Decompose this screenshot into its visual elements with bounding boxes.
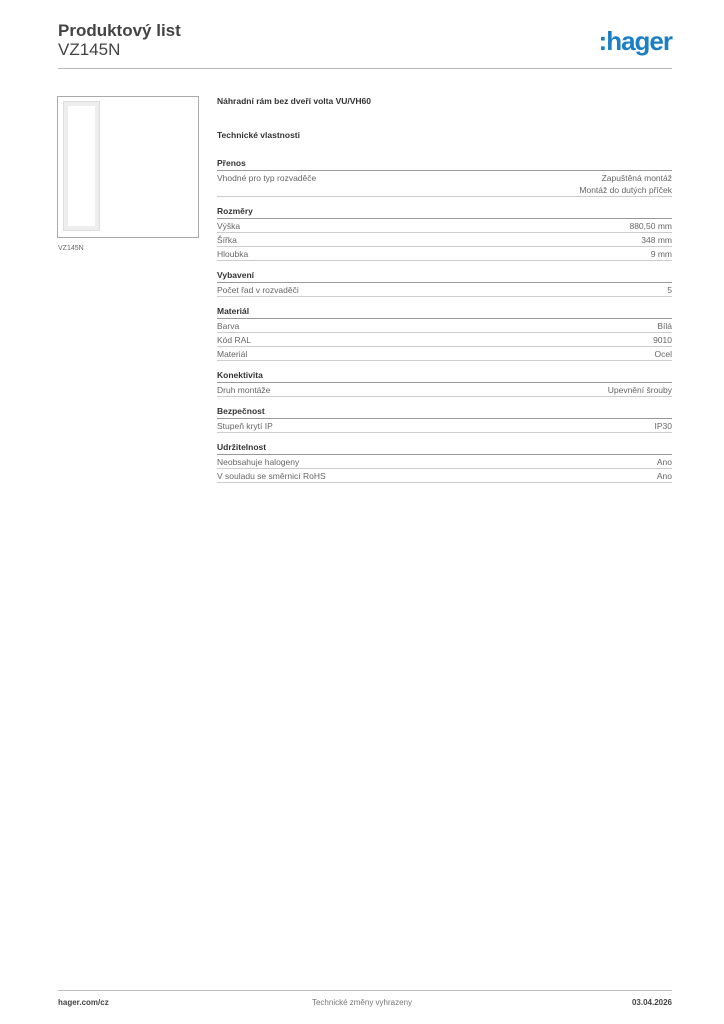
spec-value: Ano <box>656 471 672 481</box>
image-caption: VZ145N <box>58 245 84 252</box>
spec-value: 9 mm <box>650 249 672 259</box>
footer-website[interactable]: hager.com/cz <box>58 998 109 1007</box>
page-title: Produktový list <box>58 21 181 40</box>
spec-value: Zapuštěná montáž Montáž do dutých příček <box>579 173 672 195</box>
spec-label: V souladu se směrnicí RoHS <box>217 471 326 481</box>
spec-group <box>217 158 672 197</box>
spec-value: Ano <box>656 457 672 467</box>
spec-group <box>217 270 672 297</box>
spec-group <box>217 306 672 361</box>
spec-group <box>217 370 672 397</box>
spec-label: Šířka <box>217 235 237 245</box>
spec-groups <box>217 158 672 483</box>
product-image <box>57 96 199 238</box>
frame-picture <box>64 102 99 230</box>
spec-row <box>217 283 672 297</box>
spec-group <box>217 206 672 261</box>
group-title: Bezpečnost <box>217 406 672 419</box>
spec-label: Výška <box>217 221 241 231</box>
spec-label: Neobsahuje halogeny <box>217 457 300 467</box>
spec-label: Materiál <box>217 349 248 359</box>
spec-value: 5 <box>667 285 672 295</box>
spec-row <box>217 419 672 433</box>
group-title: Vybavení <box>217 270 672 283</box>
spec-value: Bílá <box>657 321 672 331</box>
spec-row <box>217 347 672 361</box>
spec-row <box>217 219 672 233</box>
spec-row <box>217 469 672 483</box>
group-title: Přenos <box>217 158 672 171</box>
group-title: Materiál <box>217 306 672 319</box>
hager-logo: :hager <box>598 26 672 56</box>
spec-value: 348 mm <box>641 235 672 245</box>
group-title: Rozměry <box>217 206 672 219</box>
spec-group <box>217 442 672 483</box>
group-title: Konektivita <box>217 370 672 383</box>
spec-value: Ocel <box>654 349 672 359</box>
spec-label: Hloubka <box>217 249 249 259</box>
spec-label: Počet řad v rozvaděči <box>217 285 299 295</box>
spec-row <box>217 247 672 261</box>
spec-row <box>217 233 672 247</box>
footer-date: 03.04.2026 <box>631 998 672 1007</box>
header-divider <box>58 68 672 69</box>
spec-content <box>217 96 672 492</box>
spec-row <box>217 383 672 397</box>
footer-note: Technické změny vyhrazeny <box>311 998 413 1007</box>
footer-divider <box>58 990 672 991</box>
spec-row <box>217 319 672 333</box>
spec-value: 880,50 mm <box>629 221 672 231</box>
spec-row <box>217 171 672 197</box>
spec-label: Stupeň krytí IP <box>217 421 273 431</box>
spec-label: Barva <box>217 321 240 331</box>
product-code: VZ145N <box>58 40 121 59</box>
spec-value: 9010 <box>653 335 672 345</box>
group-title: Udržitelnost <box>217 442 672 455</box>
spec-row <box>217 455 672 469</box>
spec-value: IP30 <box>654 421 672 431</box>
spec-row <box>217 333 672 347</box>
section-title: Technické vlastnosti <box>217 130 300 140</box>
product-name: Náhradní rám bez dveří volta VU/VH60 <box>217 96 371 106</box>
spec-label: Vhodné pro typ rozvaděče <box>217 173 317 183</box>
spec-group <box>217 406 672 433</box>
spec-value: Upevnění šrouby <box>607 385 672 395</box>
spec-label: Kód RAL <box>217 335 252 345</box>
spec-label: Druh montáže <box>217 385 271 395</box>
